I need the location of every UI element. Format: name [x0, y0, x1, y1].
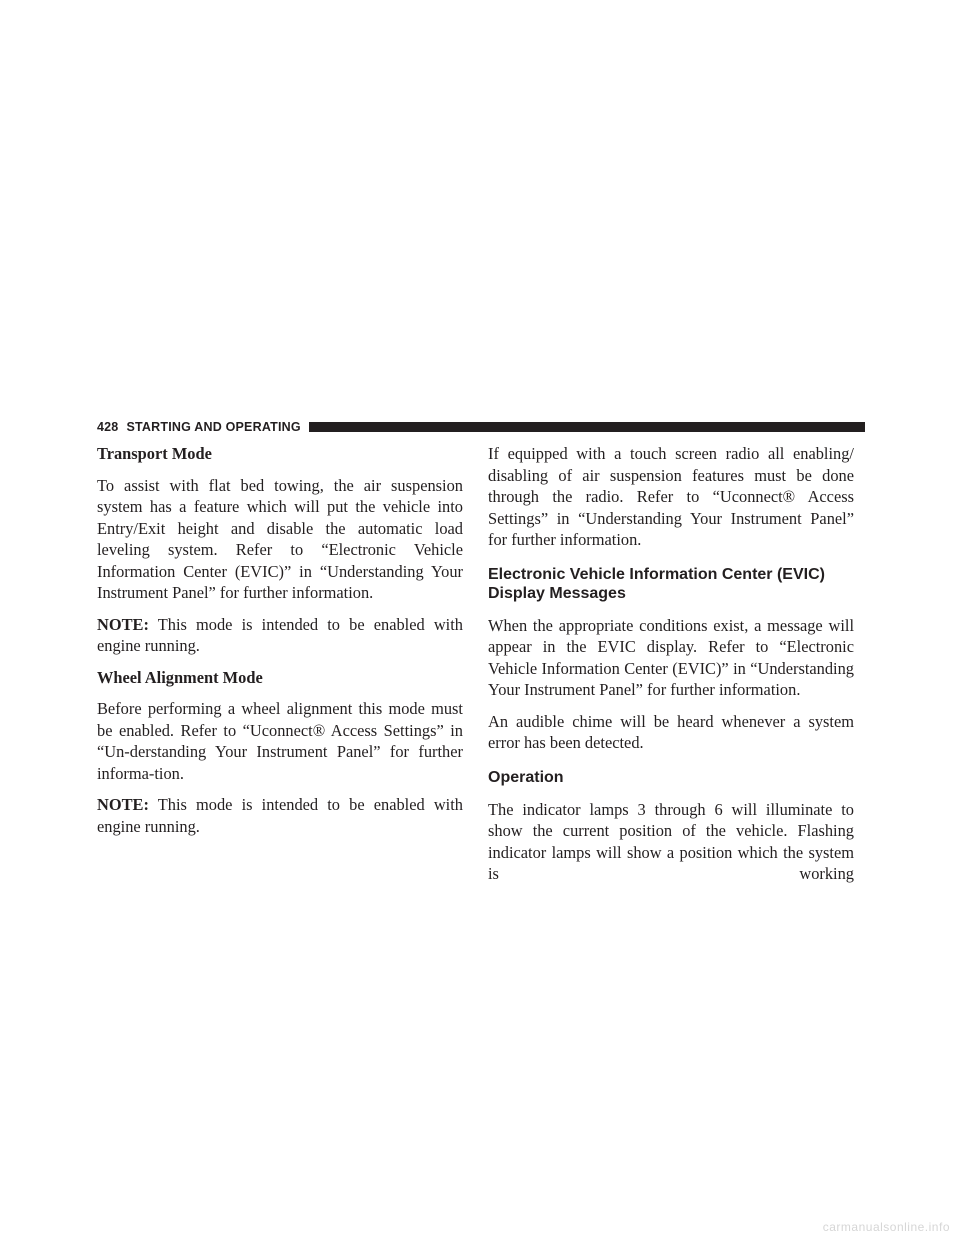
wheel-alignment-heading: Wheel Alignment Mode [97, 667, 263, 687]
operation-paragraph: The indicator lamps 3 through 6 will illuminate to show the current position of the vehicle. Flashing indicator lamps will show a position which the system is working [488, 799, 854, 883]
wheel-alignment-body: Before performing a wheel alignment this mode must be enabled. Refer to “Uconnect® Access Settings” in “Un-derstanding Your Instrument Panel” for further informa-tion. [97, 699, 463, 783]
page-header [97, 420, 865, 434]
transport-mode-body: To assist with flat bed towing, the air suspension system has a feature which will put the vehicle into Entry/Exit height and disable the automatic load leveling system. Refer to “Electronic Vehicle Information Center (EVIC)” in “Understanding Your Instrument Panel” for further information. [97, 475, 463, 602]
operation-heading: Operation [488, 768, 564, 786]
section-title: STARTING AND OPERATING [126, 420, 301, 434]
header-rule [309, 422, 865, 432]
evic-paragraph-2: An audible chime will be heard whenever a system error has been detected. [488, 711, 854, 752]
evic-heading: Electronic Vehicle Information Center (EVIC) Display Messages [488, 565, 825, 602]
touch-screen-paragraph: If equipped with a touch screen radio all enabling/ disabling of air suspension features must be done through the radio. Refer to “Uconnect® Access Settings” in “Understanding Your Instrument Panel” for further information. [488, 444, 854, 549]
right-column [488, 443, 854, 895]
left-column [97, 443, 463, 847]
note-label: NOTE: [97, 614, 149, 634]
note-text: This mode is intended to be enabled with engine running. [97, 795, 463, 836]
transport-mode-heading: Transport Mode [97, 444, 212, 463]
watermark: carmanualsonline.info [822, 1220, 950, 1234]
note-label: NOTE: [97, 795, 149, 814]
page-number: 428 [97, 420, 119, 434]
note-wheel-alignment [97, 794, 463, 837]
note-transport [97, 614, 463, 657]
note-text: This mode is intended to be enabled with engine running. [97, 614, 463, 655]
evic-paragraph-1: When the appropriate conditions exist, a message will appear in the EVIC display. Refer to “Electronic Vehicle Information Center (EVIC)” in “Understanding Your Instrument Panel” for further information. [488, 615, 854, 699]
